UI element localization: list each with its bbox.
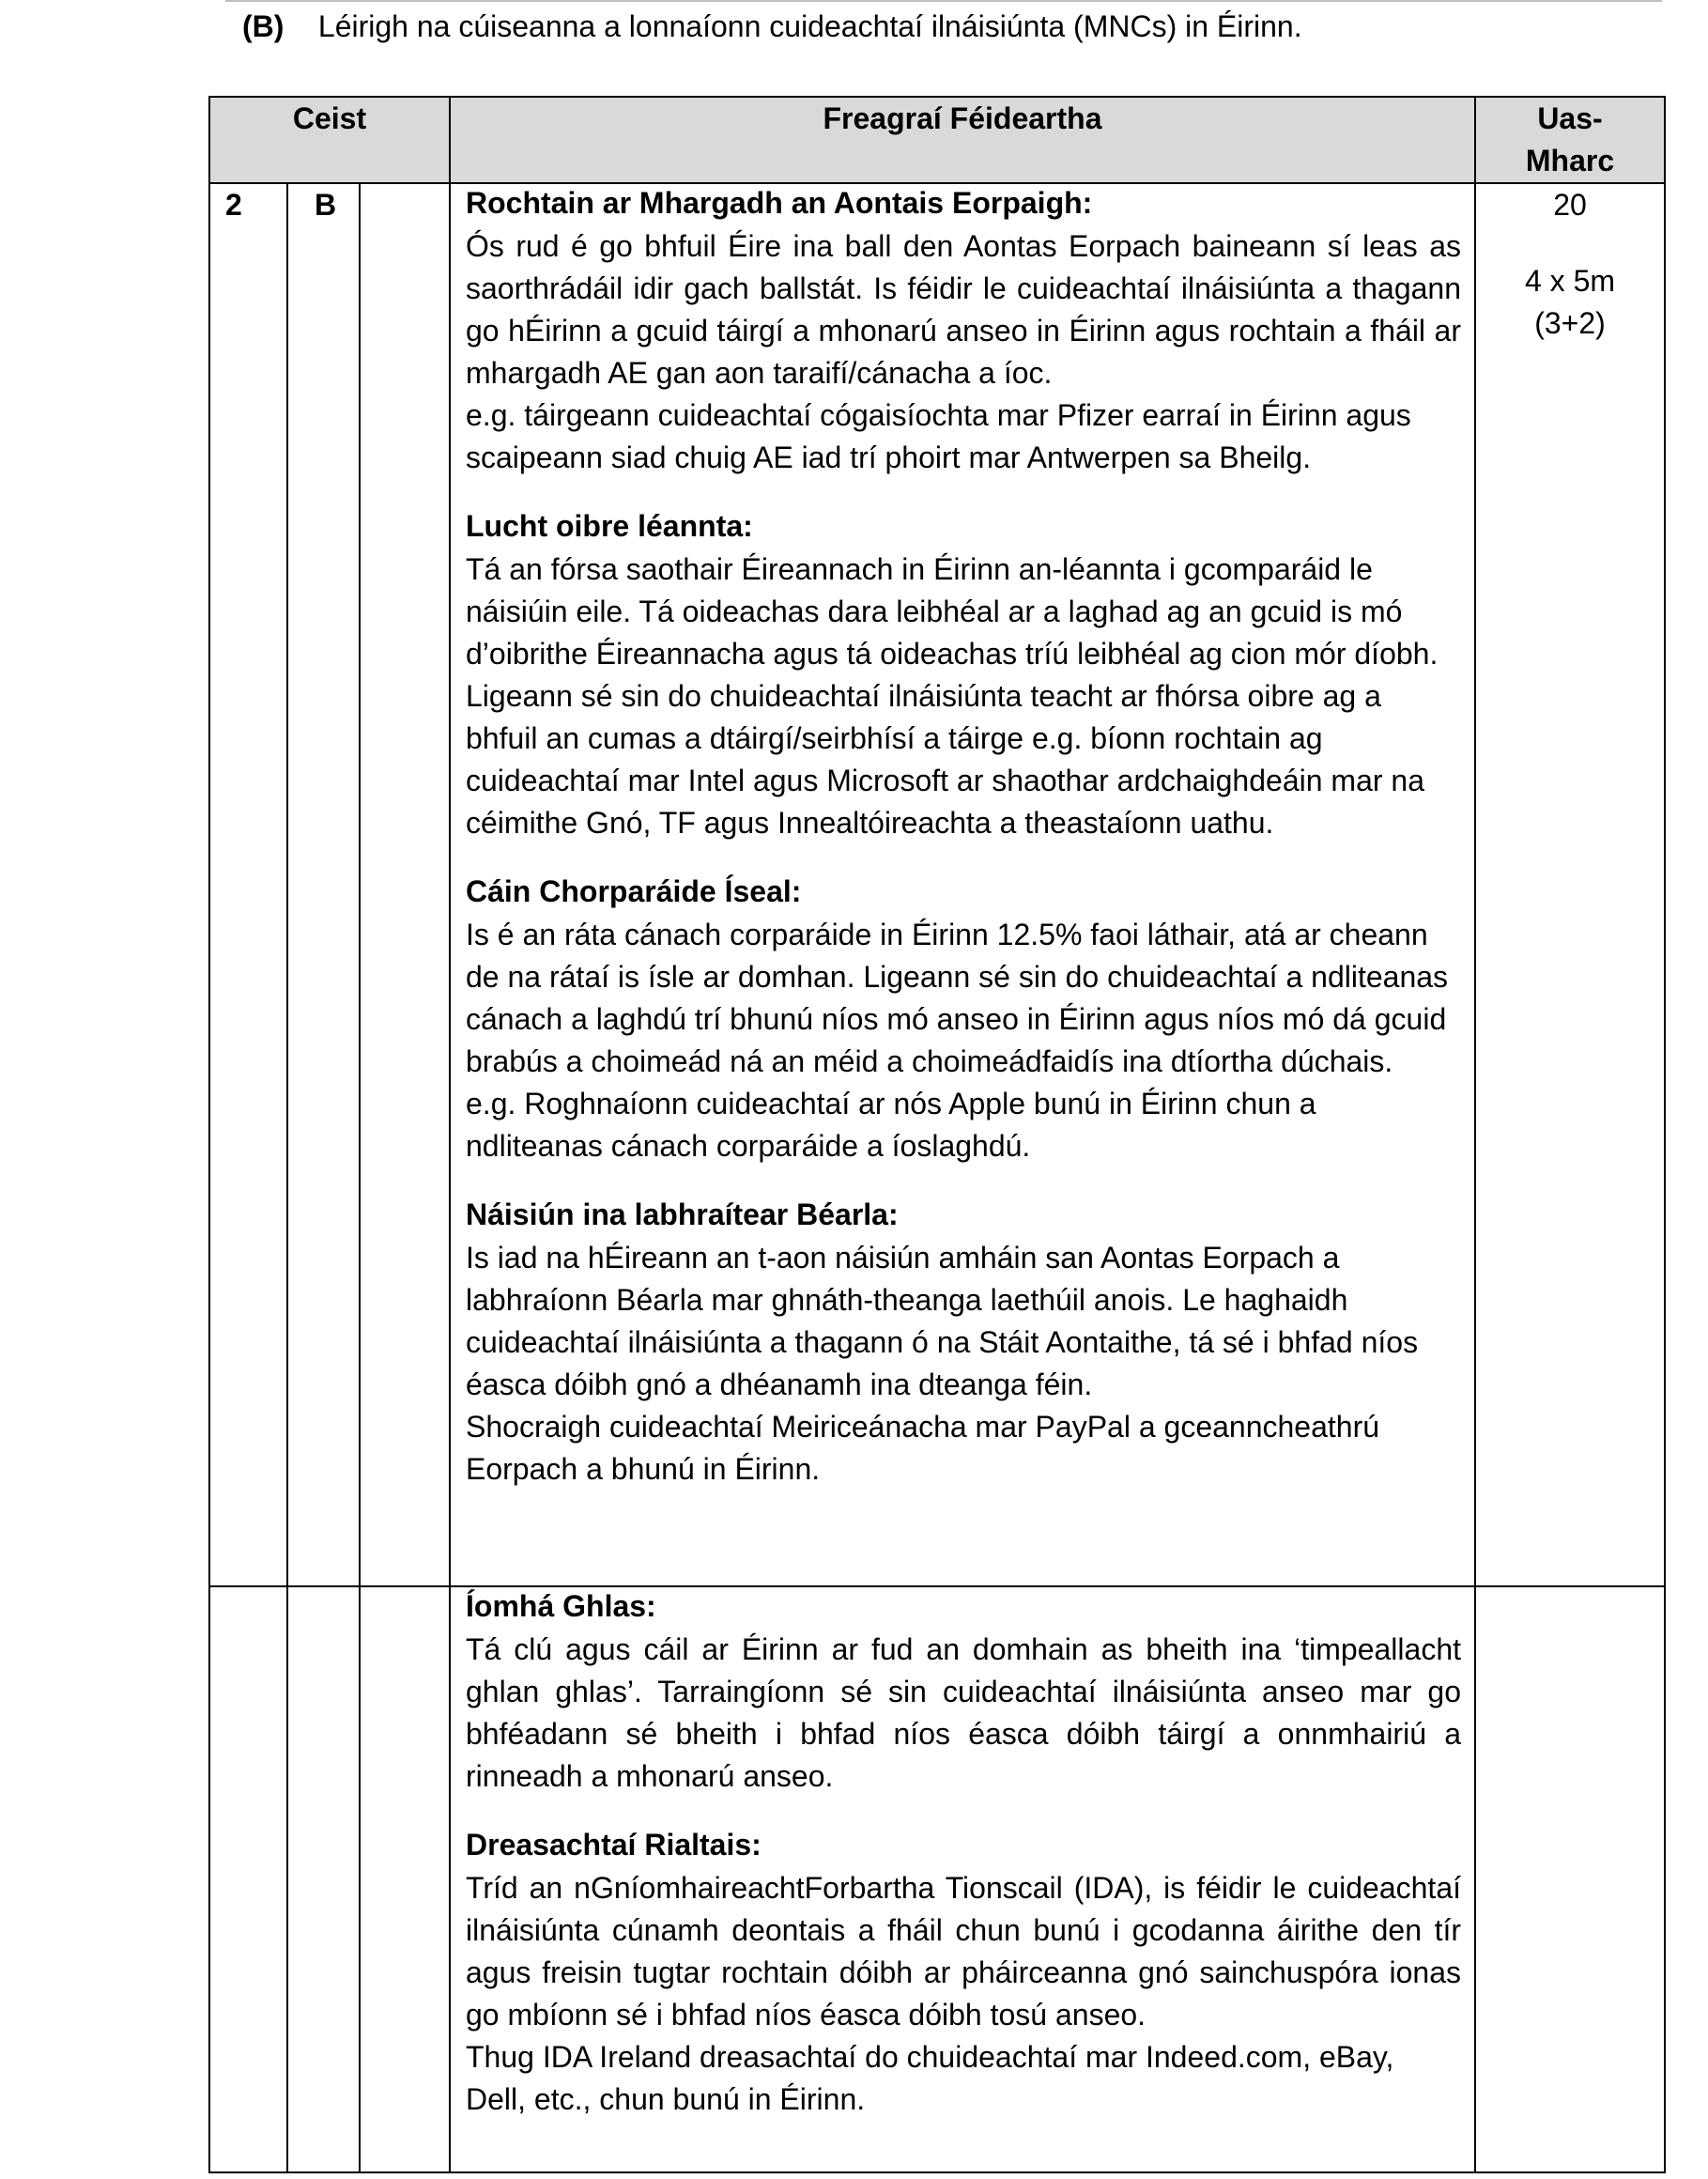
section-title: Lucht oibre léannta: (466, 509, 753, 543)
empty-cell (1475, 1586, 1665, 2172)
marks-cell (1475, 183, 1665, 1586)
question-letter-cell: B (287, 183, 360, 1586)
answer-section (466, 1587, 1461, 1798)
marking-scheme-table (208, 96, 1666, 2173)
answer-section (466, 184, 1461, 479)
empty-cell (209, 1586, 287, 2172)
section-example: Thug IDA Ireland dreasachtaí do chuideachtaí mar Indeed.com, eBay, Dell, etc., chun bunú in Éirinn. (466, 2040, 1394, 2116)
table-row (209, 183, 1665, 1586)
question-heading (242, 6, 1302, 47)
section-body: Ós rud é go bhfuil Éire ina ball den Aontas Eorpach baineann sí leas as saorthrádáil idir gach ballstát. Is féidir le cuideachtaí ilnáisiúnta a thagann go hÉirinn a gcuid táirgí a mhonarú anseo in Éirinn agus rochtain a fháil ar mhargadh AE gan aon taraifí/cánacha a íoc. (466, 229, 1461, 390)
empty-cell (360, 183, 450, 1586)
section-title: Íomhá Ghlas: (466, 1589, 656, 1623)
header-ceist: Ceist (209, 97, 450, 183)
marks-breakdown: (3+2) (1534, 306, 1606, 340)
answer-section (466, 1196, 1461, 1491)
answers-cell (450, 183, 1475, 1586)
answer-section (466, 507, 1461, 844)
section-body: Tríd an nGníomhaireachtForbartha Tionscail (IDA), is féidir le cuideachtaí ilnáisiúnta cúnamh deontais a fháil chun bunú i gcodanna áirithe den tír agus freisin tugtar rochtain dóibh ar pháirceanna gnó sainchuspóra ionas go mbíonn sé i bhfad níos éasca dóibh tosú anseo. (466, 1871, 1461, 2032)
header-uas-mharc (1475, 97, 1665, 183)
section-body: Tá an fórsa saothair Éireannach in Éirinn an-léannta i gcomparáid le náisiúin eile. Tá oideachas dara leibhéal ar a laghad ag an gcuid is mó d’oibrithe Éireannacha agus tá oideachas tríú leibhéal ag cion mór díobh. Ligeann sé sin do chuideachtaí ilnáisiúnta teacht ar fhórsa oibre ag a bhfuil an cumas a dtáirgí/seirbhísí a táirge e.g. bíonn rochtain ag cuideachtaí mar Intel agus Microsoft ar shaothar ardchaighdeáin mar na céimithe Gnó, TF agus Innealtóireachta a theastaíonn uathu. (466, 552, 1439, 840)
table-row (209, 1586, 1665, 2172)
header-freagrai: Freagraí Féideartha (450, 97, 1475, 183)
marks-split: 4 x 5m (1524, 264, 1616, 298)
section-title: Rochtain ar Mhargadh an Aontais Eorpaigh: (466, 186, 1093, 220)
header-uas-line2: Mharc (1525, 144, 1615, 178)
section-example: Shocraigh cuideachtaí Meiriceánacha mar PayPal a gceanncheathrú Eorpach a bhunú in Éirinn. (466, 1410, 1380, 1486)
header-uas-line1: Uas- (1537, 101, 1603, 135)
answer-section (466, 873, 1461, 1167)
section-body: Tá clú agus cáil ar Éirinn ar fud an domhain as bheith ina ‘timpeallacht ghlan ghlas’. Tarraingíonn sé sin cuideachtaí ilnáisiúnta anseo mar go bhféadann sé bheith i bhfad níos éasca dóibh táirgí a onnmhairiú a rinneadh a mhonarú anseo. (466, 1632, 1461, 1793)
answers-cell (450, 1586, 1475, 2172)
section-example: e.g. táirgeann cuideachtaí cógaisíochta mar Pfizer earraí in Éirinn agus scaipeann siad chuig AE iad trí phoirt mar Antwerpen sa Bheilg. (466, 398, 1411, 474)
section-title: Náisiún ina labhraítear Béarla: (466, 1198, 899, 1231)
empty-cell (287, 1586, 360, 2172)
question-label: (B) (242, 9, 285, 43)
question-text: Léirigh na cúiseanna a lonnaíonn cuideachtaí ilnáisiúnta (MNCs) in Éirinn. (317, 9, 1302, 43)
answer-section (466, 1826, 1461, 2121)
empty-cell (360, 1586, 450, 2172)
marks-total: 20 (1553, 188, 1587, 222)
question-number-cell: 2 (209, 183, 287, 1586)
top-rule (225, 0, 1662, 2)
table-header-row (209, 97, 1665, 183)
section-body: Is iad na hÉireann an t-aon náisiún amháin san Aontas Eorpach a labhraíonn Béarla mar ghnáth-theanga laethúil anois. Le haghaidh cuideachtaí ilnáisiúnta a thagann ó na Stáit Aontaithe, tá sé i bhfad níos éasca dóibh gnó a dhéanamh ina dteanga féin. (466, 1241, 1419, 1401)
section-body: Is é an ráta cánach corparáide in Éirinn 12.5% faoi láthair, atá ar cheann de na rátaí is ísle ar domhan. Ligeann sé sin do chuideachtaí a ndliteanas cánach a laghdú trí bhunú níos mó anseo in Éirinn agus níos mó dá gcuid brabús a choimeád ná an méid a choimeádfaidís ina dtíortha dúchais. (466, 918, 1449, 1078)
section-title: Cáin Chorparáide Íseal: (466, 874, 802, 908)
section-title: Dreasachtaí Rialtais: (466, 1828, 762, 1862)
section-example: e.g. Roghnaíonn cuideachtaí ar nós Apple bunú in Éirinn chun a ndliteanas cánach corparáide a íoslaghdú. (466, 1087, 1316, 1163)
